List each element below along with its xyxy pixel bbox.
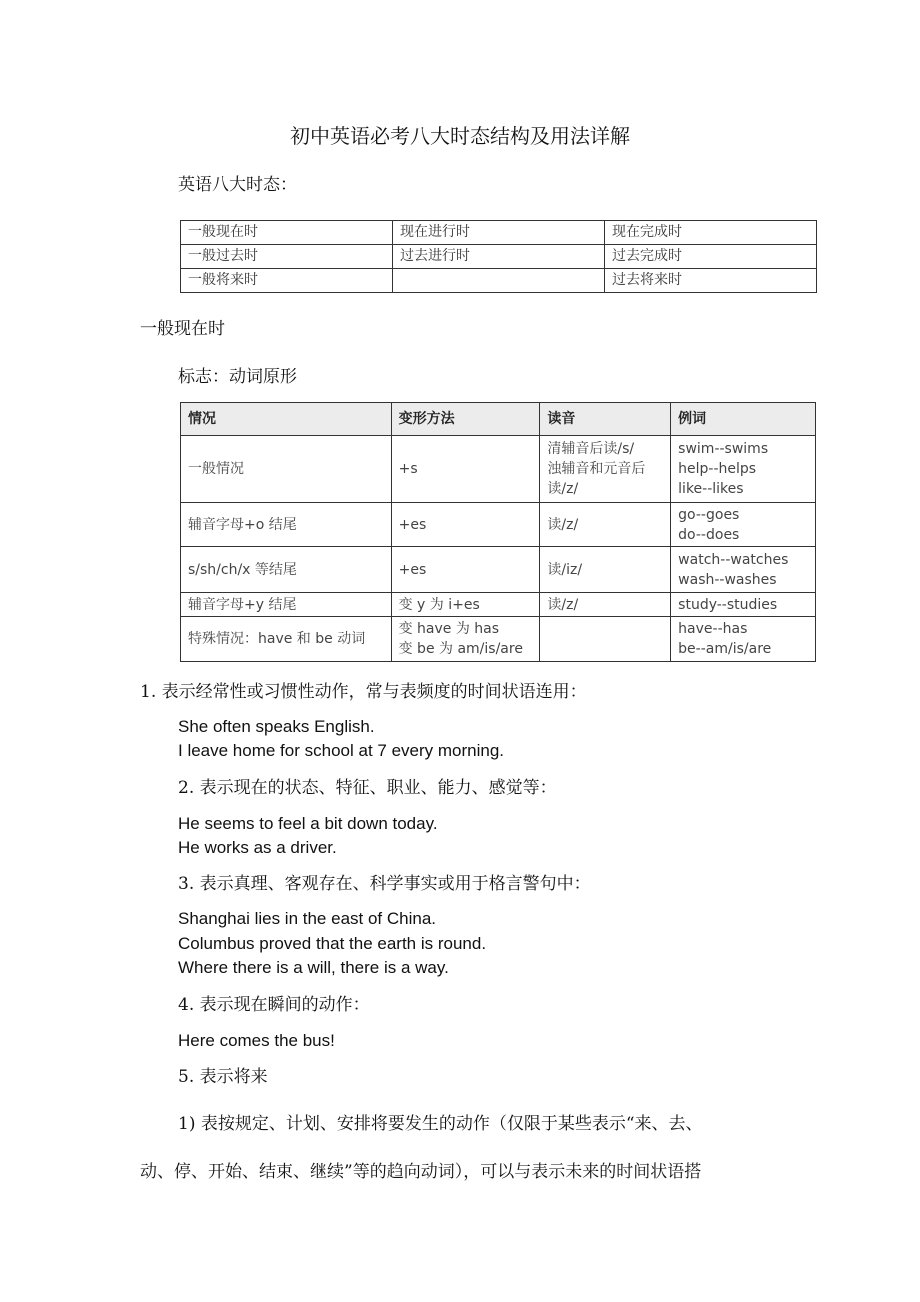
- cell-line: go--goes: [678, 506, 740, 523]
- page-title: 初中英语必考八大时态结构及用法详解: [290, 124, 630, 148]
- example-sentence: He works as a driver.: [178, 838, 337, 857]
- table-row: [181, 436, 816, 503]
- table-cell: study--studies: [671, 593, 816, 617]
- table-cell: 现在完成时: [605, 221, 817, 245]
- table-cell: 现在进行时: [393, 221, 605, 245]
- header-cell: 例词: [671, 403, 816, 436]
- example-sentence: He seems to feel a bit down today.: [178, 814, 438, 833]
- example-sentence: Here comes the bus!: [178, 1031, 335, 1050]
- table-cell: 过去将来时: [605, 269, 817, 293]
- table-row: [181, 503, 816, 547]
- table-cell: +es: [391, 547, 540, 593]
- table-cell: 读/z/: [540, 593, 671, 617]
- table-header-row: [181, 403, 816, 436]
- table-row: [181, 269, 817, 293]
- sub-point: 1) 表按规定、计划、安排将要发生的动作（仅限于某些表示“来、去、: [178, 1114, 703, 1134]
- cell-line: have--has: [678, 621, 748, 637]
- table-row: [181, 245, 817, 269]
- table-cell: 特殊情况：have 和 be 动词: [181, 617, 392, 662]
- cell-line: like--likes: [678, 481, 744, 497]
- usage-heading: 1. 表示经常性或习惯性动作，常与表频度的时间状语连用：: [140, 682, 587, 702]
- table-cell: s/sh/ch/x 等结尾: [181, 547, 392, 593]
- cell-line: do--does: [678, 526, 740, 543]
- table-cell: [540, 617, 671, 662]
- intro-text: 英语八大时态：: [178, 175, 297, 195]
- cell-line: help--helps: [678, 461, 757, 477]
- usage-heading: 3. 表示真理、客观存在、科学事实或用于格言警句中：: [178, 874, 591, 894]
- cell-line: swim--swims: [678, 441, 769, 457]
- marker-text: 标志：动词原形: [178, 367, 297, 387]
- rules-table: [180, 402, 816, 662]
- table-cell: [671, 503, 816, 547]
- example-sentence: Where there is a will, there is a way.: [178, 958, 449, 977]
- example-sentence: Shanghai lies in the east of China.: [178, 909, 437, 928]
- table-cell: [671, 436, 816, 503]
- table-row: [181, 221, 817, 245]
- table-cell: 辅音字母+y 结尾: [181, 593, 392, 617]
- usage-heading: 2. 表示现在的状态、特征、职业、能力、感觉等：: [178, 778, 557, 798]
- table-cell: [671, 617, 816, 662]
- sub-point-continued: 动、停、开始、结束、继续”等的趋向动词），可以与表示未来的时间状语搭: [140, 1162, 702, 1182]
- example-sentence: She often speaks English.: [178, 717, 375, 736]
- table-cell: [393, 269, 605, 293]
- example-sentence: I leave home for school at 7 every morning.: [178, 741, 504, 760]
- usage-heading: 4. 表示现在瞬间的动作：: [178, 995, 370, 1015]
- table-cell: 变 y 为 i+es: [391, 593, 540, 617]
- cell-line: watch--watches: [678, 551, 789, 568]
- table-cell: 过去完成时: [605, 245, 817, 269]
- cell-line: wash--washes: [678, 571, 777, 588]
- cell-line: 浊辅音和元音后: [547, 461, 646, 477]
- table-cell: 读/z/: [540, 503, 671, 547]
- table-cell: +s: [391, 436, 540, 503]
- table-cell: [391, 617, 540, 662]
- cell-line: 读/z/: [547, 481, 579, 497]
- table-cell: 读/iz/: [540, 547, 671, 593]
- table-cell: [540, 436, 671, 503]
- table-cell: 一般现在时: [181, 221, 393, 245]
- cell-line: 变 be 为 am/is/are: [398, 641, 523, 657]
- usage-heading: 5. 表示将来: [178, 1067, 268, 1087]
- tenses-table: [180, 220, 817, 293]
- table-cell: 过去进行时: [393, 245, 605, 269]
- cell-line: 变 have 为 has: [398, 621, 500, 637]
- cell-line: be--am/is/are: [678, 641, 772, 657]
- table-cell: +es: [391, 503, 540, 547]
- table-row: [181, 547, 816, 593]
- table-cell: 一般将来时: [181, 269, 393, 293]
- table-cell: 一般情况: [181, 436, 392, 503]
- table-cell: 辅音字母+o 结尾: [181, 503, 392, 547]
- cell-line: 清辅音后读/s/: [547, 441, 635, 457]
- section-heading: 一般现在时: [140, 319, 225, 339]
- header-cell: 情况: [181, 403, 392, 436]
- table-cell: 一般过去时: [181, 245, 393, 269]
- table-row: [181, 593, 816, 617]
- table-cell: [671, 547, 816, 593]
- table-row: [181, 617, 816, 662]
- header-cell: 读音: [540, 403, 671, 436]
- header-cell: 变形方法: [391, 403, 540, 436]
- example-sentence: Columbus proved that the earth is round.: [178, 934, 487, 953]
